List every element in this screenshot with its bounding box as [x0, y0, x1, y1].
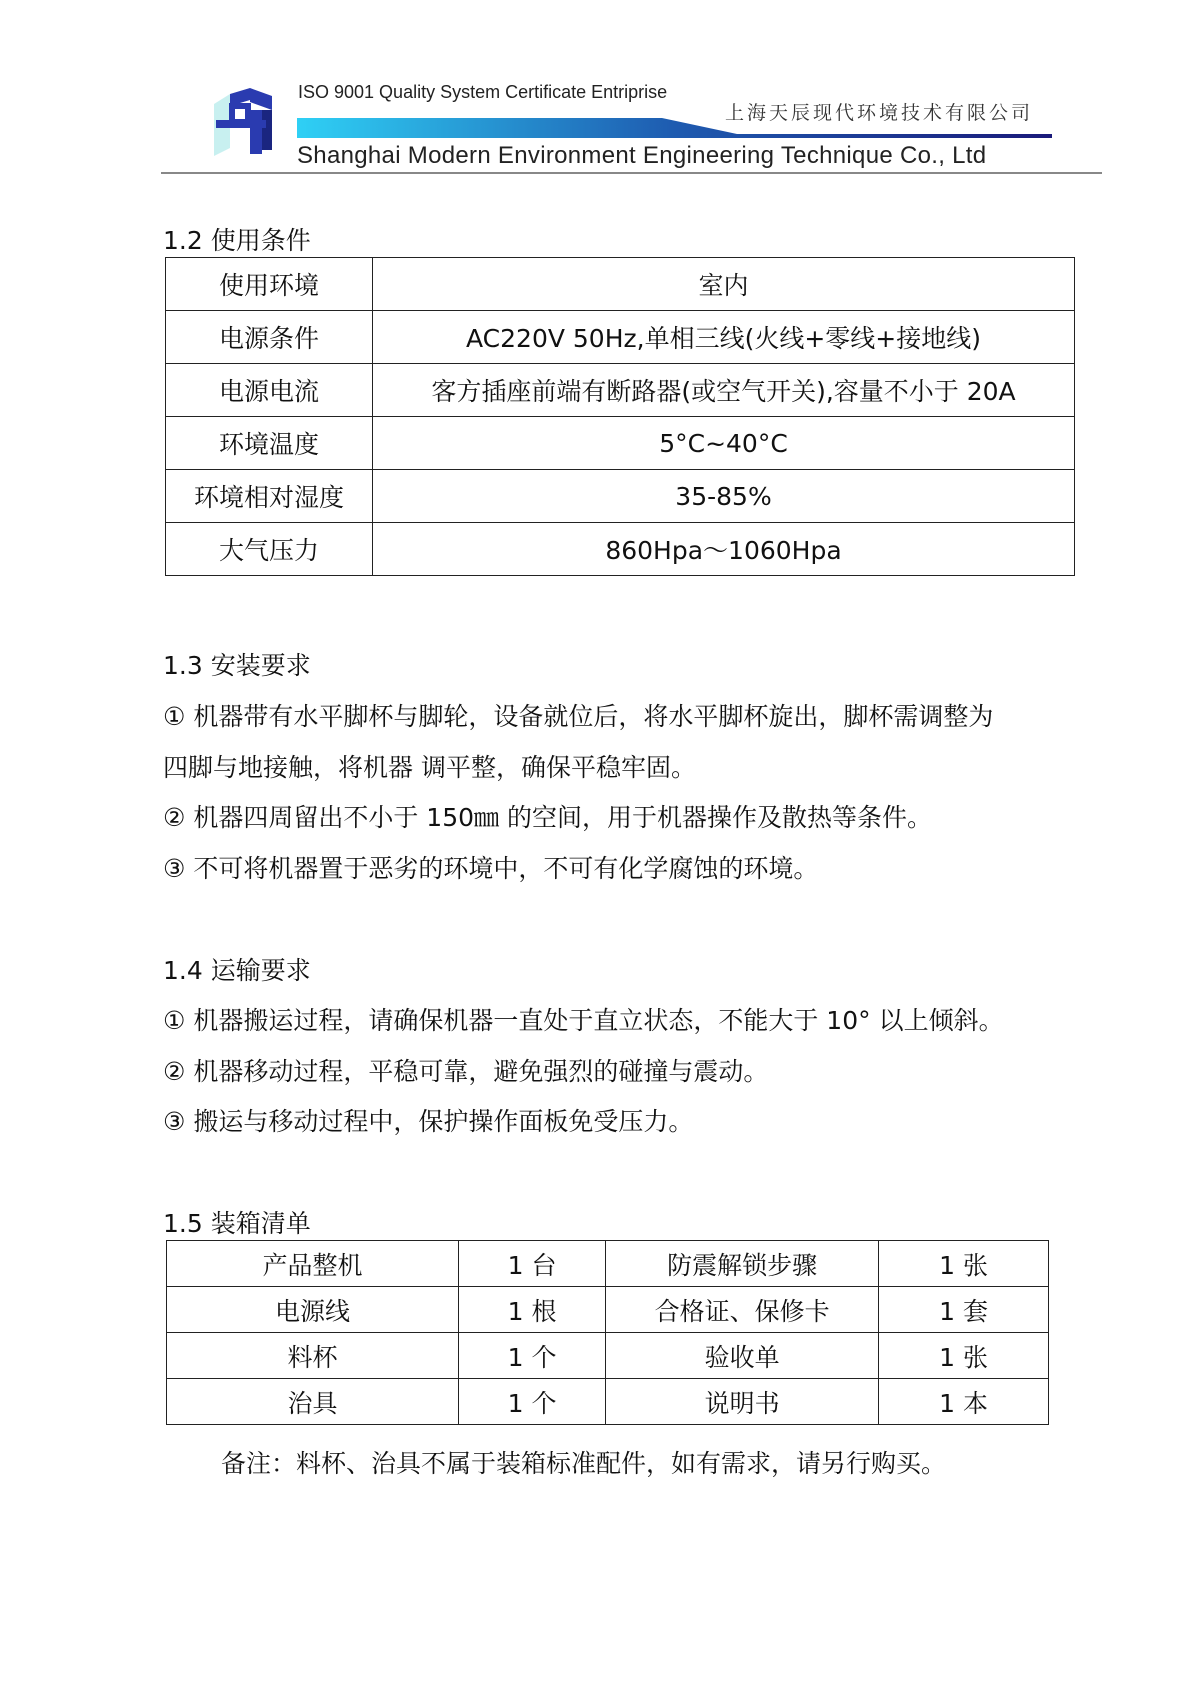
header-gradient-bar [297, 118, 1052, 138]
table-cell: 5°C~40°C [373, 417, 1075, 470]
table-cell: 1 张 [879, 1333, 1049, 1379]
table-cell: 大气压力 [166, 523, 373, 576]
table-cell: 1 个 [459, 1333, 606, 1379]
table-cell: 35-85% [373, 470, 1075, 523]
packing-list-table [166, 1240, 1049, 1425]
table-cell: 环境温度 [166, 417, 373, 470]
table-cell: 说明书 [606, 1379, 879, 1425]
table-cell: 验收单 [606, 1333, 879, 1379]
table-row [167, 1241, 1049, 1287]
table-cell: 使用环境 [166, 258, 373, 311]
install-line: ③ 不可将机器置于恶劣的环境中，不可有化学腐蚀的环境。 [163, 854, 819, 883]
table-cell: 1 本 [879, 1379, 1049, 1425]
company-name-cn: 上海天辰现代环境技术有限公司 [725, 102, 1034, 124]
install-line: ② 机器四周留出不小于 150㎜ 的空间，用于机器操作及散热等条件。 [163, 803, 932, 832]
table-cell: 1 台 [459, 1241, 606, 1287]
table-row [166, 364, 1075, 417]
table-row [166, 417, 1075, 470]
header-divider [161, 172, 1102, 174]
table-cell: 1 个 [459, 1379, 606, 1425]
table-cell: 客方插座前端有断路器(或空气开关),容量不小于 20A [373, 364, 1075, 417]
table-row [166, 470, 1075, 523]
table-cell: 电源条件 [166, 311, 373, 364]
table-cell: 电源线 [167, 1287, 459, 1333]
table-cell: 860Hpa～1060Hpa [373, 523, 1075, 576]
table-cell: 1 根 [459, 1287, 606, 1333]
table-row [166, 523, 1075, 576]
iso-certificate-text: ISO 9001 Quality System Certificate Entriprise [298, 82, 668, 102]
table-cell: 1 套 [879, 1287, 1049, 1333]
table-cell: 料杯 [167, 1333, 459, 1379]
table-row [166, 258, 1075, 311]
table-cell: 防震解锁步骤 [606, 1241, 879, 1287]
table-cell: 室内 [373, 258, 1075, 311]
table-row [166, 311, 1075, 364]
table-cell: 环境相对湿度 [166, 470, 373, 523]
company-logo [210, 86, 282, 158]
transport-line: ② 机器移动过程，平稳可靠，避免强烈的碰撞与震动。 [163, 1057, 769, 1086]
transport-line: ③ 搬运与移动过程中，保护操作面板免受压力。 [163, 1107, 694, 1136]
table-row [167, 1287, 1049, 1333]
usage-conditions-table [165, 257, 1075, 576]
company-name-en: Shanghai Modern Environment Engineering Technique Co., Ltd [297, 142, 987, 169]
table-row [167, 1379, 1049, 1425]
section-1-4-title: 1.4 运输要求 [163, 956, 311, 985]
table-cell: 产品整机 [167, 1241, 459, 1287]
section-1-2-title: 1.2 使用条件 [163, 226, 311, 255]
transport-line: ① 机器搬运过程，请确保机器一直处于直立状态，不能大于 10° 以上倾斜。 [163, 1006, 1004, 1035]
install-line: ① 机器带有水平脚杯与脚轮，设备就位后，将水平脚杯旋出，脚杯需调整为 [163, 702, 994, 731]
table-cell: 1 张 [879, 1241, 1049, 1287]
table-cell: 治具 [167, 1379, 459, 1425]
packing-note: 备注：料杯、治具不属于装箱标准配件，如有需求，请另行购买。 [221, 1449, 947, 1478]
table-cell: 合格证、保修卡 [606, 1287, 879, 1333]
section-1-5-title: 1.5 装箱清单 [163, 1209, 311, 1238]
section-1-3-title: 1.3 安装要求 [163, 651, 311, 680]
table-row [167, 1333, 1049, 1379]
install-line: 四脚与地接触，将机器 调平整，确保平稳牢固。 [163, 753, 696, 782]
table-cell: 电源电流 [166, 364, 373, 417]
table-cell: AC220V 50Hz,单相三线(火线+零线+接地线) [373, 311, 1075, 364]
